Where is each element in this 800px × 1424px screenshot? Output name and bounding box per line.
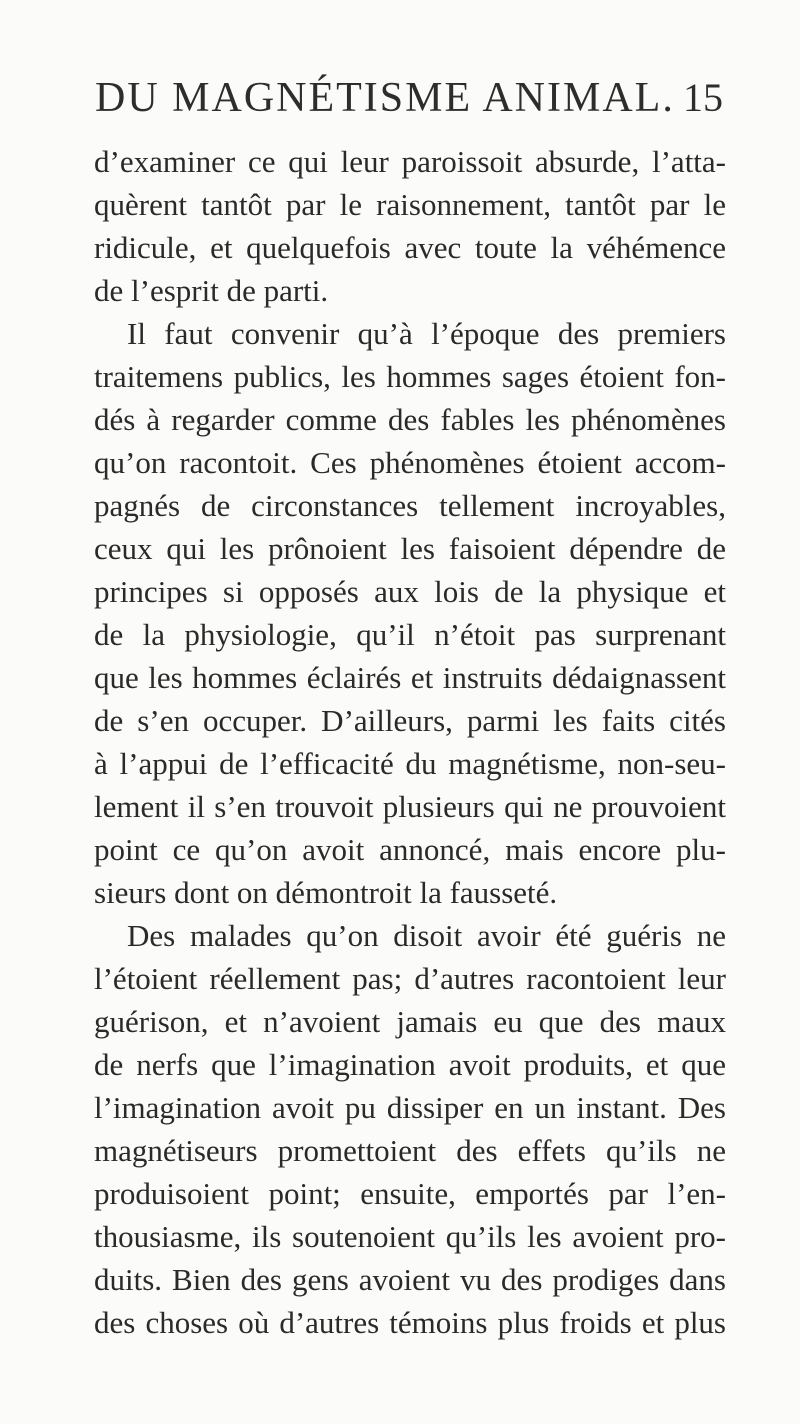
text-line-17: point ce qu’on avoit annoncé, mais encore plu- (94, 832, 726, 867)
text-line-11: principes si opposés aux lois de la physique et (94, 574, 726, 609)
running-title: DU MAGNÉTISME ANIMAL. (95, 75, 675, 121)
text-line-10: ceux qui les prônoient les faisoient dépendre de (94, 531, 726, 566)
body-text (94, 140, 726, 1344)
text-line-4: de l’esprit de parti. (94, 273, 329, 308)
page-header (95, 74, 723, 134)
text-line-14: de s’en occuper. D’ailleurs, parmi les faits cités (94, 703, 726, 738)
text-line-3: ridicule, et quelquefois avec toute la véhémence (94, 230, 726, 265)
text-line-24: magnétiseurs promettoient des effets qu’ils ne (94, 1133, 726, 1168)
text-line-16: lement il s’en trouvoit plusieurs qui ne prouvoient (94, 789, 726, 824)
text-line-18: sieurs dont on démontroit la fausseté. (94, 875, 558, 910)
text-line-23: l’imagination avoit pu dissiper en un instant. Des (94, 1090, 726, 1125)
text-line-15: à l’appui de l’efficacité du magnétisme, non-seu- (94, 746, 726, 781)
text-line-1: d’examiner ce qui leur paroissoit absurde, l’atta- (94, 144, 726, 179)
text-line-6: traitemens publics, les hommes sages étoient fon- (94, 359, 726, 394)
text-line-22: de nerfs que l’imagination avoit produits, et que (94, 1047, 726, 1082)
text-line-7: dés à regarder comme des fables les phénomènes (94, 402, 726, 437)
text-line-9: pagnés de circonstances tellement incroyables, (94, 488, 726, 523)
text-line-13: que les hommes éclairés et instruits dédaignassent (94, 660, 726, 695)
text-line-5: Il faut convenir qu’à l’époque des premiers (127, 316, 726, 351)
text-line-8: qu’on racontoit. Ces phénomènes étoient accom- (94, 445, 726, 480)
text-line-21: guérison, et n’avoient jamais eu que des maux (94, 1004, 726, 1039)
text-line-2: quèrent tantôt par le raisonnement, tantôt par le (94, 187, 726, 222)
text-line-26: thousiasme, ils soutenoient qu’ils les avoient pro- (94, 1219, 726, 1254)
text-line-28: des choses où d’autres témoins plus froids et plus (94, 1305, 726, 1340)
text-line-25: produisoient point; ensuite, emportés par l’en- (94, 1176, 726, 1211)
text-line-12: de la physiologie, qu’il n’étoit pas surprenant (94, 617, 726, 652)
text-line-20: l’étoient réellement pas; d’autres racontoient leur (94, 961, 726, 996)
text-line-27: duits. Bien des gens avoient vu des prodiges dans (94, 1262, 726, 1297)
text-line-19: Des malades qu’on disoit avoir été guéris ne (127, 918, 726, 953)
page-number: 15 (683, 75, 723, 120)
